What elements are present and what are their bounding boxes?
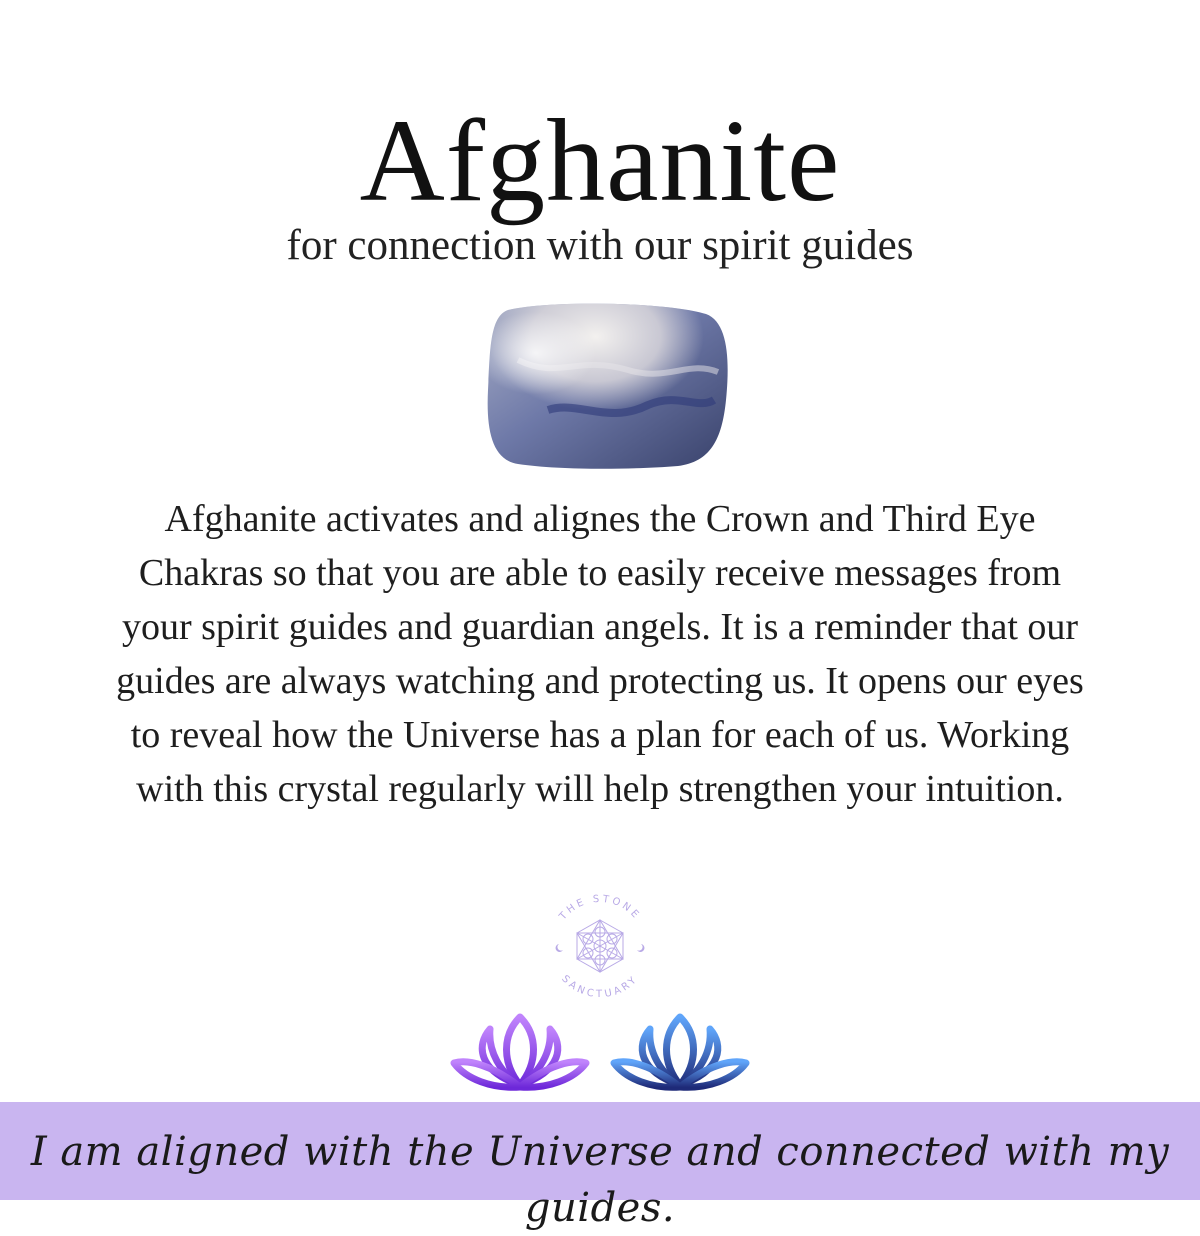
- metatrons-cube-icon: [577, 920, 623, 972]
- page-title: Afghanite: [359, 95, 841, 226]
- blue-lotus-icon: [614, 1017, 746, 1087]
- page-subtitle: for connection with our spirit guides: [286, 222, 914, 269]
- moon-right-icon: [637, 944, 644, 952]
- moon-left-icon: [556, 944, 563, 952]
- logo-top-text: THE STONE: [557, 893, 643, 923]
- affirmation-text: I am aligned with the Universe and connected with my guides.: [30, 1129, 1170, 1231]
- logo-bottom-text: SANCTUARY: [559, 973, 641, 1001]
- purple-lotus-icon: [454, 1017, 586, 1087]
- affirmation-banner: [0, 1102, 1200, 1231]
- lotus-flowers: [440, 1005, 760, 1100]
- crystal-description: Afghanite activates and alignes the Crown and Third Eye Chakras so that you are able to easily receive messages from your spirit guides and guardian angels. It is a reminder that our guides are always watching and protecting us. It opens our eyes to reveal how the Universe has a plan for each of us. Working with this crystal regularly will help strengthen your intuition.: [116, 498, 1084, 810]
- the-stone-sanctuary-logo: [535, 882, 665, 1012]
- afghanite-stone-image: [478, 300, 733, 470]
